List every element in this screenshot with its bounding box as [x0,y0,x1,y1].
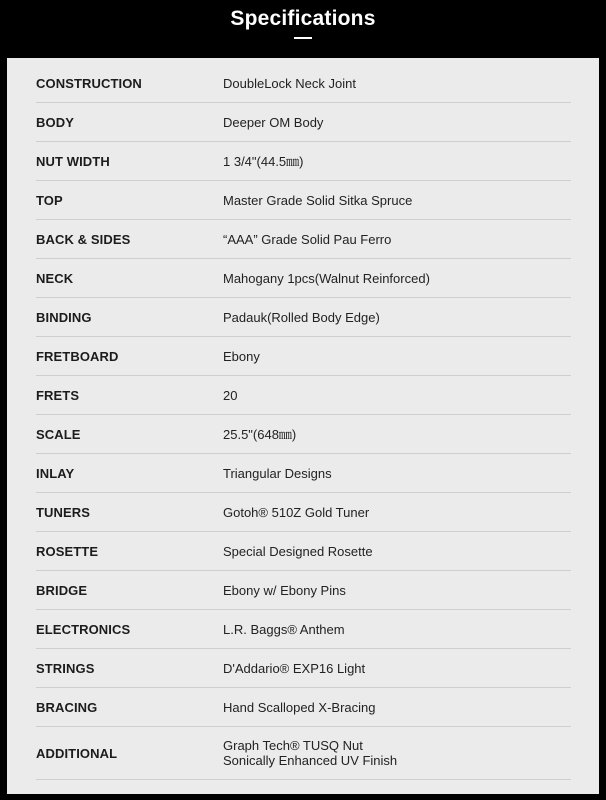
spec-row-body [36,103,571,142]
spec-value-text: Triangular Designs [223,465,332,481]
spec-row-bridge [36,571,571,610]
spec-label: BODY [36,114,74,130]
spec-label: TUNERS [36,504,91,520]
spec-label: BRACING [36,699,98,715]
spec-value [223,493,369,531]
spec-label: NUT WIDTH [36,153,110,169]
spec-value-text: DoubleLock Neck Joint [223,75,356,91]
spec-value [223,415,296,453]
spec-row-top [36,181,571,220]
spec-row-electronics [36,610,571,649]
specifications-panel [7,58,599,794]
spec-value [223,142,304,180]
spec-value [223,376,237,414]
spec-label: TOP [36,192,63,208]
spec-value [223,181,412,219]
spec-label: FRETS [36,387,80,403]
spec-label: FRETBOARD [36,348,119,364]
spec-label: NECK [36,270,74,286]
spec-row-bracing [36,688,571,727]
spec-row-inlay [36,454,571,493]
spec-label: BACK & SIDES [36,231,131,247]
spec-row-back-sides [36,220,571,259]
spec-value [223,688,375,726]
spec-row-rosette [36,532,571,571]
spec-value-text: Gotoh® 510Z Gold Tuner [223,504,370,520]
spec-value [223,454,332,492]
spec-value [223,532,373,570]
spec-value-text: L.R. Baggs® Anthem [223,621,345,637]
spec-value [223,103,323,141]
spec-value [223,337,260,375]
spec-value-text: Padauk(Rolled Body Edge) [223,309,380,325]
spec-value-text: D'Addario® EXP16 Light [223,660,366,676]
page-title: Specifications [230,7,376,30]
spec-value-text: Special Designed Rosette [223,543,373,559]
spec-label: ELECTRONICS [36,621,131,637]
spec-row-additional [36,727,571,780]
page-header [0,0,606,56]
spec-value-text: Ebony [223,348,260,364]
spec-row-construction [36,64,571,103]
spec-row-frets [36,376,571,415]
spec-label: CONSTRUCTION [36,75,142,91]
spec-value [223,64,356,102]
spec-label: ADDITIONAL [36,745,118,761]
spec-row-nut-width [36,142,571,181]
spec-label: INLAY [36,465,75,481]
spec-value-text-line-1: Graph Tech® TUSQ Nut [223,738,363,753]
spec-label: BINDING [36,309,92,325]
spec-value [223,259,430,297]
spec-row-tuners [36,493,571,532]
spec-value-text: Master Grade Solid Sitka Spruce [223,192,413,208]
spec-value-text: Hand Scalloped X-Bracing [223,699,376,715]
spec-value-text: 20 [223,387,238,403]
spec-label: ROSETTE [36,543,99,559]
spec-value-text: 1 3/4"(44.5㎜) [223,153,304,169]
spec-value [223,610,345,648]
spec-label: BRIDGE [36,582,88,598]
spec-row-scale [36,415,571,454]
spec-value-text: Deeper OM Body [223,114,324,130]
spec-row-binding [36,298,571,337]
spec-value [223,649,365,687]
spec-value [223,571,346,609]
spec-label: STRINGS [36,660,95,676]
spec-value-text: 25.5"(648㎜) [223,426,297,442]
spec-value [223,298,380,336]
spec-row-neck [36,259,571,298]
spec-value-text: Mahogany 1pcs(Walnut Reinforced) [223,270,430,286]
spec-row-fretboard [36,337,571,376]
spec-value [223,220,391,258]
spec-value-text-line-2: Sonically Enhanced UV Finish [223,753,398,768]
title-underline [294,37,312,39]
spec-row-strings [36,649,571,688]
spec-value [223,727,397,779]
spec-value-text: “AAA” Grade Solid Pau Ferro [223,231,392,247]
spec-label: SCALE [36,426,81,442]
spec-value-text: Ebony w/ Ebony Pins [223,582,346,598]
spec-table [36,64,571,780]
